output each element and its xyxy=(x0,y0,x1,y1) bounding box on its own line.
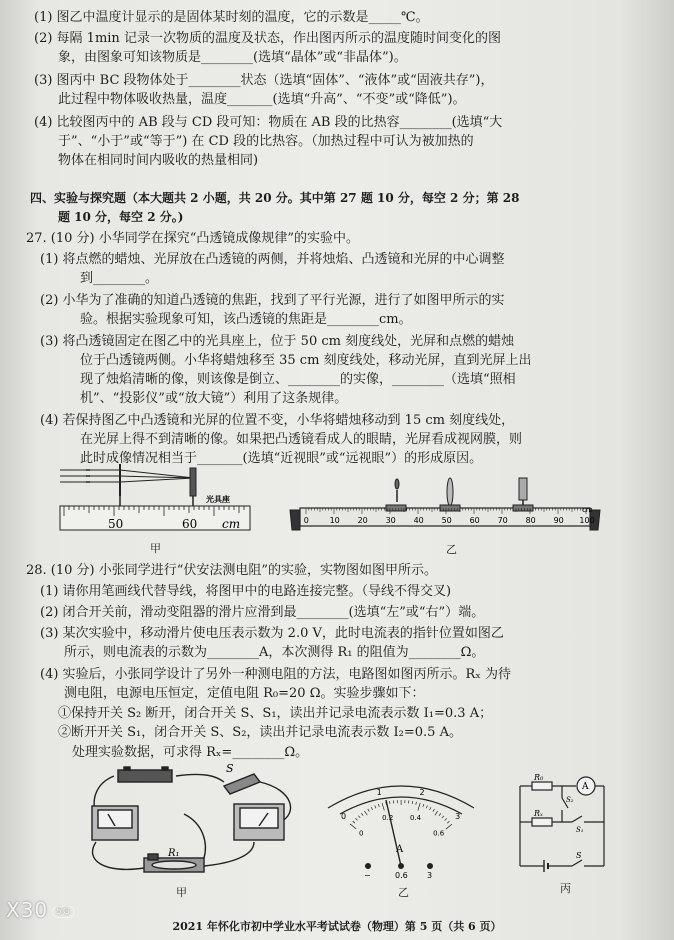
figure-28-yi xyxy=(318,770,484,880)
figure-27-jia-caption: 甲 xyxy=(150,542,161,555)
ruler-label-60: 60 xyxy=(182,517,198,531)
text-line-l28: (4) 实验后，小张同学设计了另外一种测电阻的方法，电路图如图丙所示。Rₓ 为待 xyxy=(40,667,511,682)
meter-inner-label: 0.4 xyxy=(409,814,422,823)
text-line-l7: 于”、“小于”或“等于”) 在 CD 段的比热容。（加热过程中可认为被加热的 xyxy=(58,134,474,149)
figure-28-bing xyxy=(506,770,618,878)
switch-label: S xyxy=(226,764,234,775)
text-line-l18: 现了烛焰清晰的像，则该像是倒立、________的实像，________（选填“照相 xyxy=(80,372,516,387)
meter-terminal-label: − xyxy=(364,871,371,880)
text-line-l15: 验。根据实验现象可知，该凸透镜的焦距是________cm。 xyxy=(80,312,412,327)
page-footer: 2021 年怀化市初中学业水平考试试卷（物理）第 5 页（共 6 页） xyxy=(172,920,502,933)
text-line-l6: (4) 比较图丙中的 AB 段与 CD 段可知：物质在 AB 段的比热容________(选填“大 xyxy=(34,115,503,130)
circuit-s: S xyxy=(576,851,582,860)
bench-tick-label: 40 xyxy=(413,516,424,525)
bench-tick-label: 30 xyxy=(385,516,396,525)
text-line-l16: (3) 将凸透镜固定在图乙中的光具座上，位于 50 cm 刻度线处，光屏和点燃的蜡烛 xyxy=(40,334,515,349)
text-line-l19: 机”、“投影仪”或“放大镜”）利用了这条规律。 xyxy=(80,391,348,406)
text-line-l17: 位于凸透镜两侧。小华将蜡烛移至 35 cm 刻度线处，移动光屏，直到光屏上出 xyxy=(80,353,532,368)
bench-tick-label: 100 xyxy=(579,516,595,525)
figure-28-yi-caption: 乙 xyxy=(398,886,409,899)
ruler-unit: cm xyxy=(222,517,241,531)
bench-tick-label: 50 xyxy=(441,516,452,525)
meter-inner-label: 0.2 xyxy=(382,814,394,823)
text-line-l13: 到________。 xyxy=(80,271,159,286)
bench-unit: cm xyxy=(582,506,593,514)
text-line-l31: ②断开开关 S₁，闭合开关 S、S₂，读出并记录电流表示数 I₂=0.5 A。 xyxy=(58,725,462,740)
circuit-r0: R₀ xyxy=(534,773,544,782)
text-line-l2: (2) 每隔 1min 记录一次物质的温度及状态，作出图丙所示的温度随时间变化的图 xyxy=(34,31,501,46)
text-line-l24: (1) 请你用笔画线代替导线，将图甲中的电路连接完整。（导线不得交叉) xyxy=(40,584,452,599)
meter-inner-label: 0 xyxy=(359,829,364,838)
bench-tick-label: 0 xyxy=(303,516,309,525)
figure-28-jia xyxy=(84,764,308,884)
meter-unit: A xyxy=(396,844,404,855)
meter-outer-label: 1 xyxy=(376,788,382,798)
meter-outer-label: 0 xyxy=(340,811,347,821)
circuit-ammeter: A xyxy=(582,782,589,792)
text-line-l14: (2) 小华为了准确的知道凸透镜的焦距，找到了平行光源，进行了如图甲所示的实 xyxy=(40,293,505,308)
text-line-l20: (4) 若保持图乙中凸透镜和光屏的位置不变，小华将蜡烛移动到 15 cm 刻度线处， xyxy=(40,413,515,428)
r1-label: R₁ xyxy=(168,848,180,859)
text-line-l23: 28. (10 分) 小张同学进行“伏安法测电阻”的实验，实物图如图甲所示。 xyxy=(26,563,438,578)
meter-outer-label: 3 xyxy=(455,812,461,822)
text-line-l3: 象，由图象可知该物质是________(选填“晶体”或“非晶体”)。 xyxy=(58,50,407,65)
ruler-label-50: 50 xyxy=(108,517,124,531)
text-line-l4: (3) 图丙中 BC 段物体处于________状态（选填“固体”、“液体”或“固液共存”)， xyxy=(34,73,494,88)
figure-27-yi xyxy=(282,472,608,538)
bench-tick-label: 70 xyxy=(497,516,508,525)
bench-tick-label: 60 xyxy=(469,516,480,525)
meter-terminal-label: 0.6 xyxy=(395,871,408,880)
text-line-l9: 四、实验与探究题（本大题共 2 小题，共 20 分。其中第 27 题 10 分，每空 2 分；第 28 xyxy=(30,191,520,205)
text-line-l12: (1) 将点燃的蜡烛、光屏放在凸透镜的两侧，并将烛焰、凸透镜和光屏的中心调整 xyxy=(40,252,505,267)
meter-inner-label: 0.6 xyxy=(433,829,445,838)
text-line-l21: 在光屏上得不到清晰的像。如果把凸透镜看成人的眼睛，光屏看成视网膜，则 xyxy=(80,432,523,447)
bench-tick-label: 20 xyxy=(357,516,368,525)
bench-tick-label: 90 xyxy=(553,516,564,525)
figure-27-yi-caption: 乙 xyxy=(446,543,457,556)
figure-28-bing-caption: 丙 xyxy=(560,882,571,895)
meter-outer-label: 2 xyxy=(419,788,425,798)
text-line-l32: 处理实验数据，可求得 Rₓ=________Ω。 xyxy=(72,745,309,760)
camera-watermark: X30 5G xyxy=(6,898,75,922)
meter-terminal-label: 3 xyxy=(427,871,433,880)
text-line-l22: 此时成像情况相当于_______(选填“近视眼”或“远视眼”）的形成原因。 xyxy=(80,451,483,466)
figure-28-jia-caption: 甲 xyxy=(176,886,187,899)
text-line-l1: (1) 图乙中温度计显示的是固体某时刻的温度，它的示数是_____℃。 xyxy=(34,10,429,25)
bench-tick-label: 10 xyxy=(329,516,340,525)
text-line-l10: 题 10 分，每空 2 分。) xyxy=(58,210,184,224)
text-line-l11: 27. (10 分) 小华同学在探究“凸透镜成像规律”的实验中。 xyxy=(26,231,360,246)
bench-label: 光具座 xyxy=(206,495,230,504)
text-line-l29: 测电阻，电源电压恒定，定值电阻 R₀=20 Ω。实验步骤如下： xyxy=(64,686,425,701)
text-line-l25: (2) 闭合开关前，滑动变阻器的滑片应滑到最________(选填“左”或“右”）端。 xyxy=(40,605,485,620)
text-line-l27: 所示，则电流表的示数为________A，本次测得 R₁ 的阻值为________Ω。 xyxy=(64,645,485,660)
text-line-l30: ①保持开关 S₂ 断开，闭合开关 S、S₁，读出并记录电流表示数 I₁=0.3 A； xyxy=(58,706,493,721)
bench-tick-label: 80 xyxy=(525,516,536,525)
circuit-s2: S₂ xyxy=(566,796,574,804)
circuit-rx: Rₓ xyxy=(534,809,543,818)
text-line-l5: 此过程中物体吸收热量，温度_______(选填“升高”、“不变”或“降低”)。 xyxy=(58,92,466,107)
text-line-l8: 物体在相同时间内吸收的热量相同) xyxy=(58,153,259,168)
circuit-s1: S₁ xyxy=(576,826,584,834)
figure-27-jia xyxy=(56,462,256,542)
text-line-l26: (3) 某次实验中，移动滑片使电压表示数为 2.0 V，此时电流表的指针位置如图乙 xyxy=(40,626,504,641)
